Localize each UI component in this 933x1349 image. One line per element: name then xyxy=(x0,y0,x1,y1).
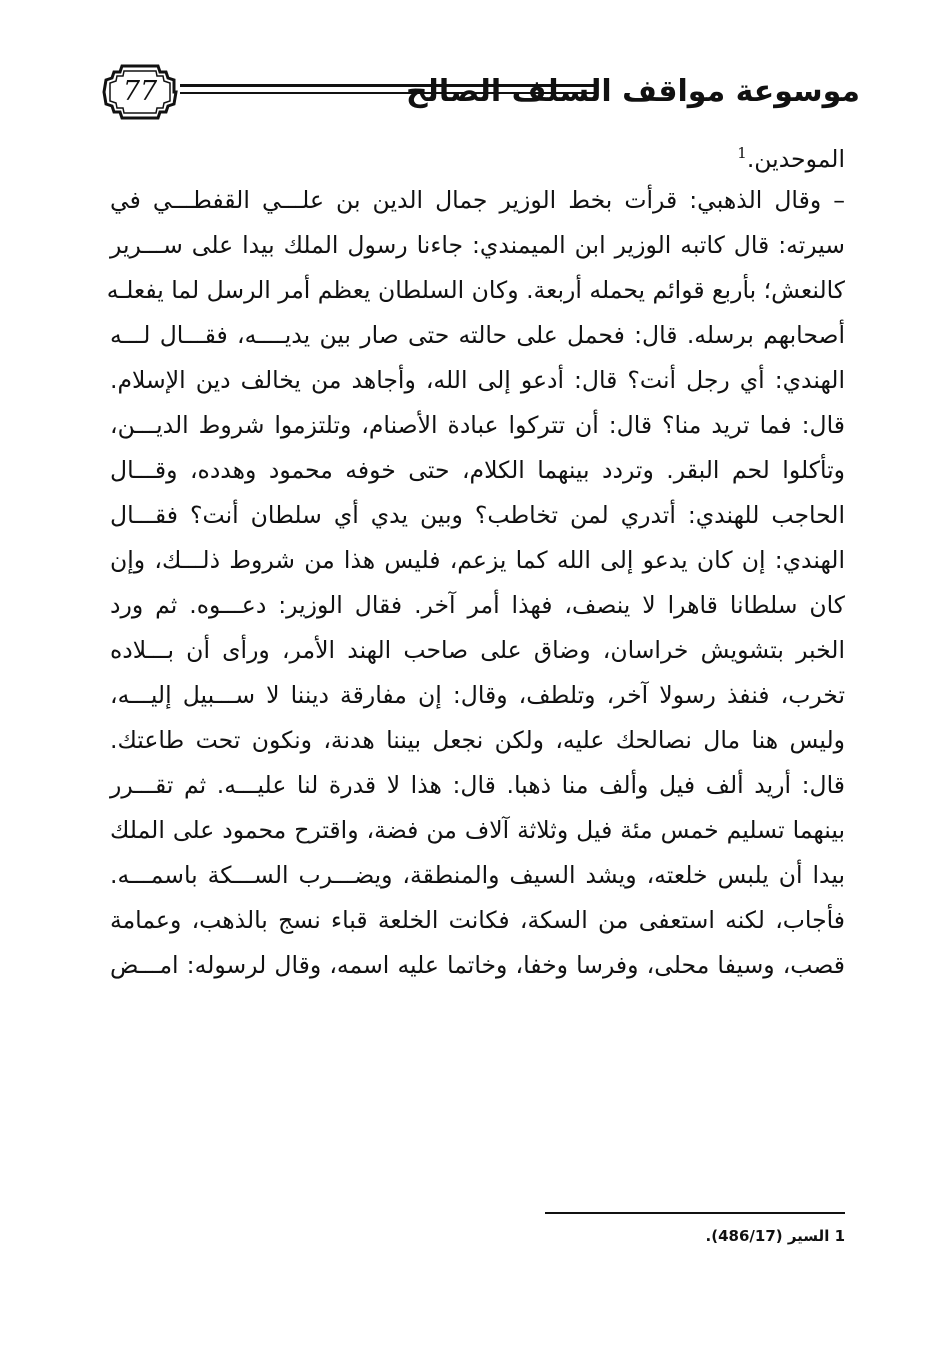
text-line: كان سلطانا قاهرا لا ينصف، فهذا أمر آخر. فقال الوزير: دعـــوه. ثم ورد xyxy=(110,591,845,619)
text-line: الخبر بتشويش خراسان، وضاق على صاحب الهند الأمر، ورأى أن بـــلاده xyxy=(110,636,845,664)
text-line: بيدا أن يلبس خلعته، ويشد السيف والمنطقة، ويضـــرب الســـكة باسمـــه. xyxy=(110,861,845,889)
page-header xyxy=(100,62,860,122)
text-line: كالنعش؛ بأربع قوائم يحمله أربعة. وكان السلطان يعظم أمر الرسل لما يفعلـه xyxy=(106,276,845,304)
text-line: أصحابهم برسله. قال: فحمل على حالته حتى صار بين يديــــه، فقـــال لـــه xyxy=(110,321,845,349)
text-line: قال: أريد ألف فيل وألف منا ذهبا. قال: هذا لا قدرة لنا عليـــه. ثم تقـــرر xyxy=(110,771,845,799)
text-line: سيرته: قال كاتبه الوزير ابن الميمندي: جاءنا رسول الملك بيدا على ســـرير xyxy=(110,231,845,259)
text-line-content: الموحدين. xyxy=(746,144,845,173)
text-line: بينهما تسليم خمس مئة فيل وثلاثة آلاف من فضة، واقترح محمود على الملك xyxy=(110,816,845,844)
text-line: قال: فما تريد منا؟ قال: أن تتركوا عبادة الأصنام، وتلتزموا شروط الديـــن، xyxy=(110,411,845,439)
footnote: 1 السير (486/17). xyxy=(705,1227,845,1245)
text-line: وتأكلوا لحم البقر. وتردد بينهما الكلام، حتى خوفه محمود وهدده، وقـــال xyxy=(110,456,845,484)
text-line: الهندي: إن كان يدعو إلى الله كما يزعم، فليس هذا من شروط ذلـــك، وإن xyxy=(110,546,845,574)
book-title: موسوعة مواقف السلف الصالح xyxy=(405,74,860,109)
text-line: – وقال الذهبي: قرأت بخط الوزير جمال الدين بن علـــي القفطـــي في xyxy=(110,186,845,214)
text-line: فأجاب، لكنه استعفى من السكة، فكانت الخلعة قباء نسج بالذهب، وعمامة xyxy=(110,906,845,934)
text-line: الحاجب للهندي: أتدري لمن تخاطب؟ وبين يدي أي سلطان أنت؟ فقـــال xyxy=(110,501,845,529)
text-line: الهندي: أي رجل أنت؟ قال: أدعو إلى الله، وأجاهد من يخالف دين الإسلام. xyxy=(110,366,845,394)
text-line: تخرب، فنفذ رسولا آخر، وتلطف، وقال: إن مفارقة ديننا لا ســـبيل إليـــه، xyxy=(110,681,845,709)
footnote-ref: 1 xyxy=(737,144,747,162)
text-line xyxy=(110,128,845,178)
page-number: 77 xyxy=(122,76,158,107)
text-line: وليس هنا مال نصالحك عليه، ولكن نجعل بيننا هدنة، ونكون تحت طاعتك. xyxy=(110,726,845,754)
text-line: قصب، وسيفا محلى، وفرسا وخفا، وخاتما عليه اسمه، وقال لرسوله: امـــض xyxy=(110,951,845,979)
footnote-separator xyxy=(545,1212,845,1214)
main-text xyxy=(106,128,845,988)
